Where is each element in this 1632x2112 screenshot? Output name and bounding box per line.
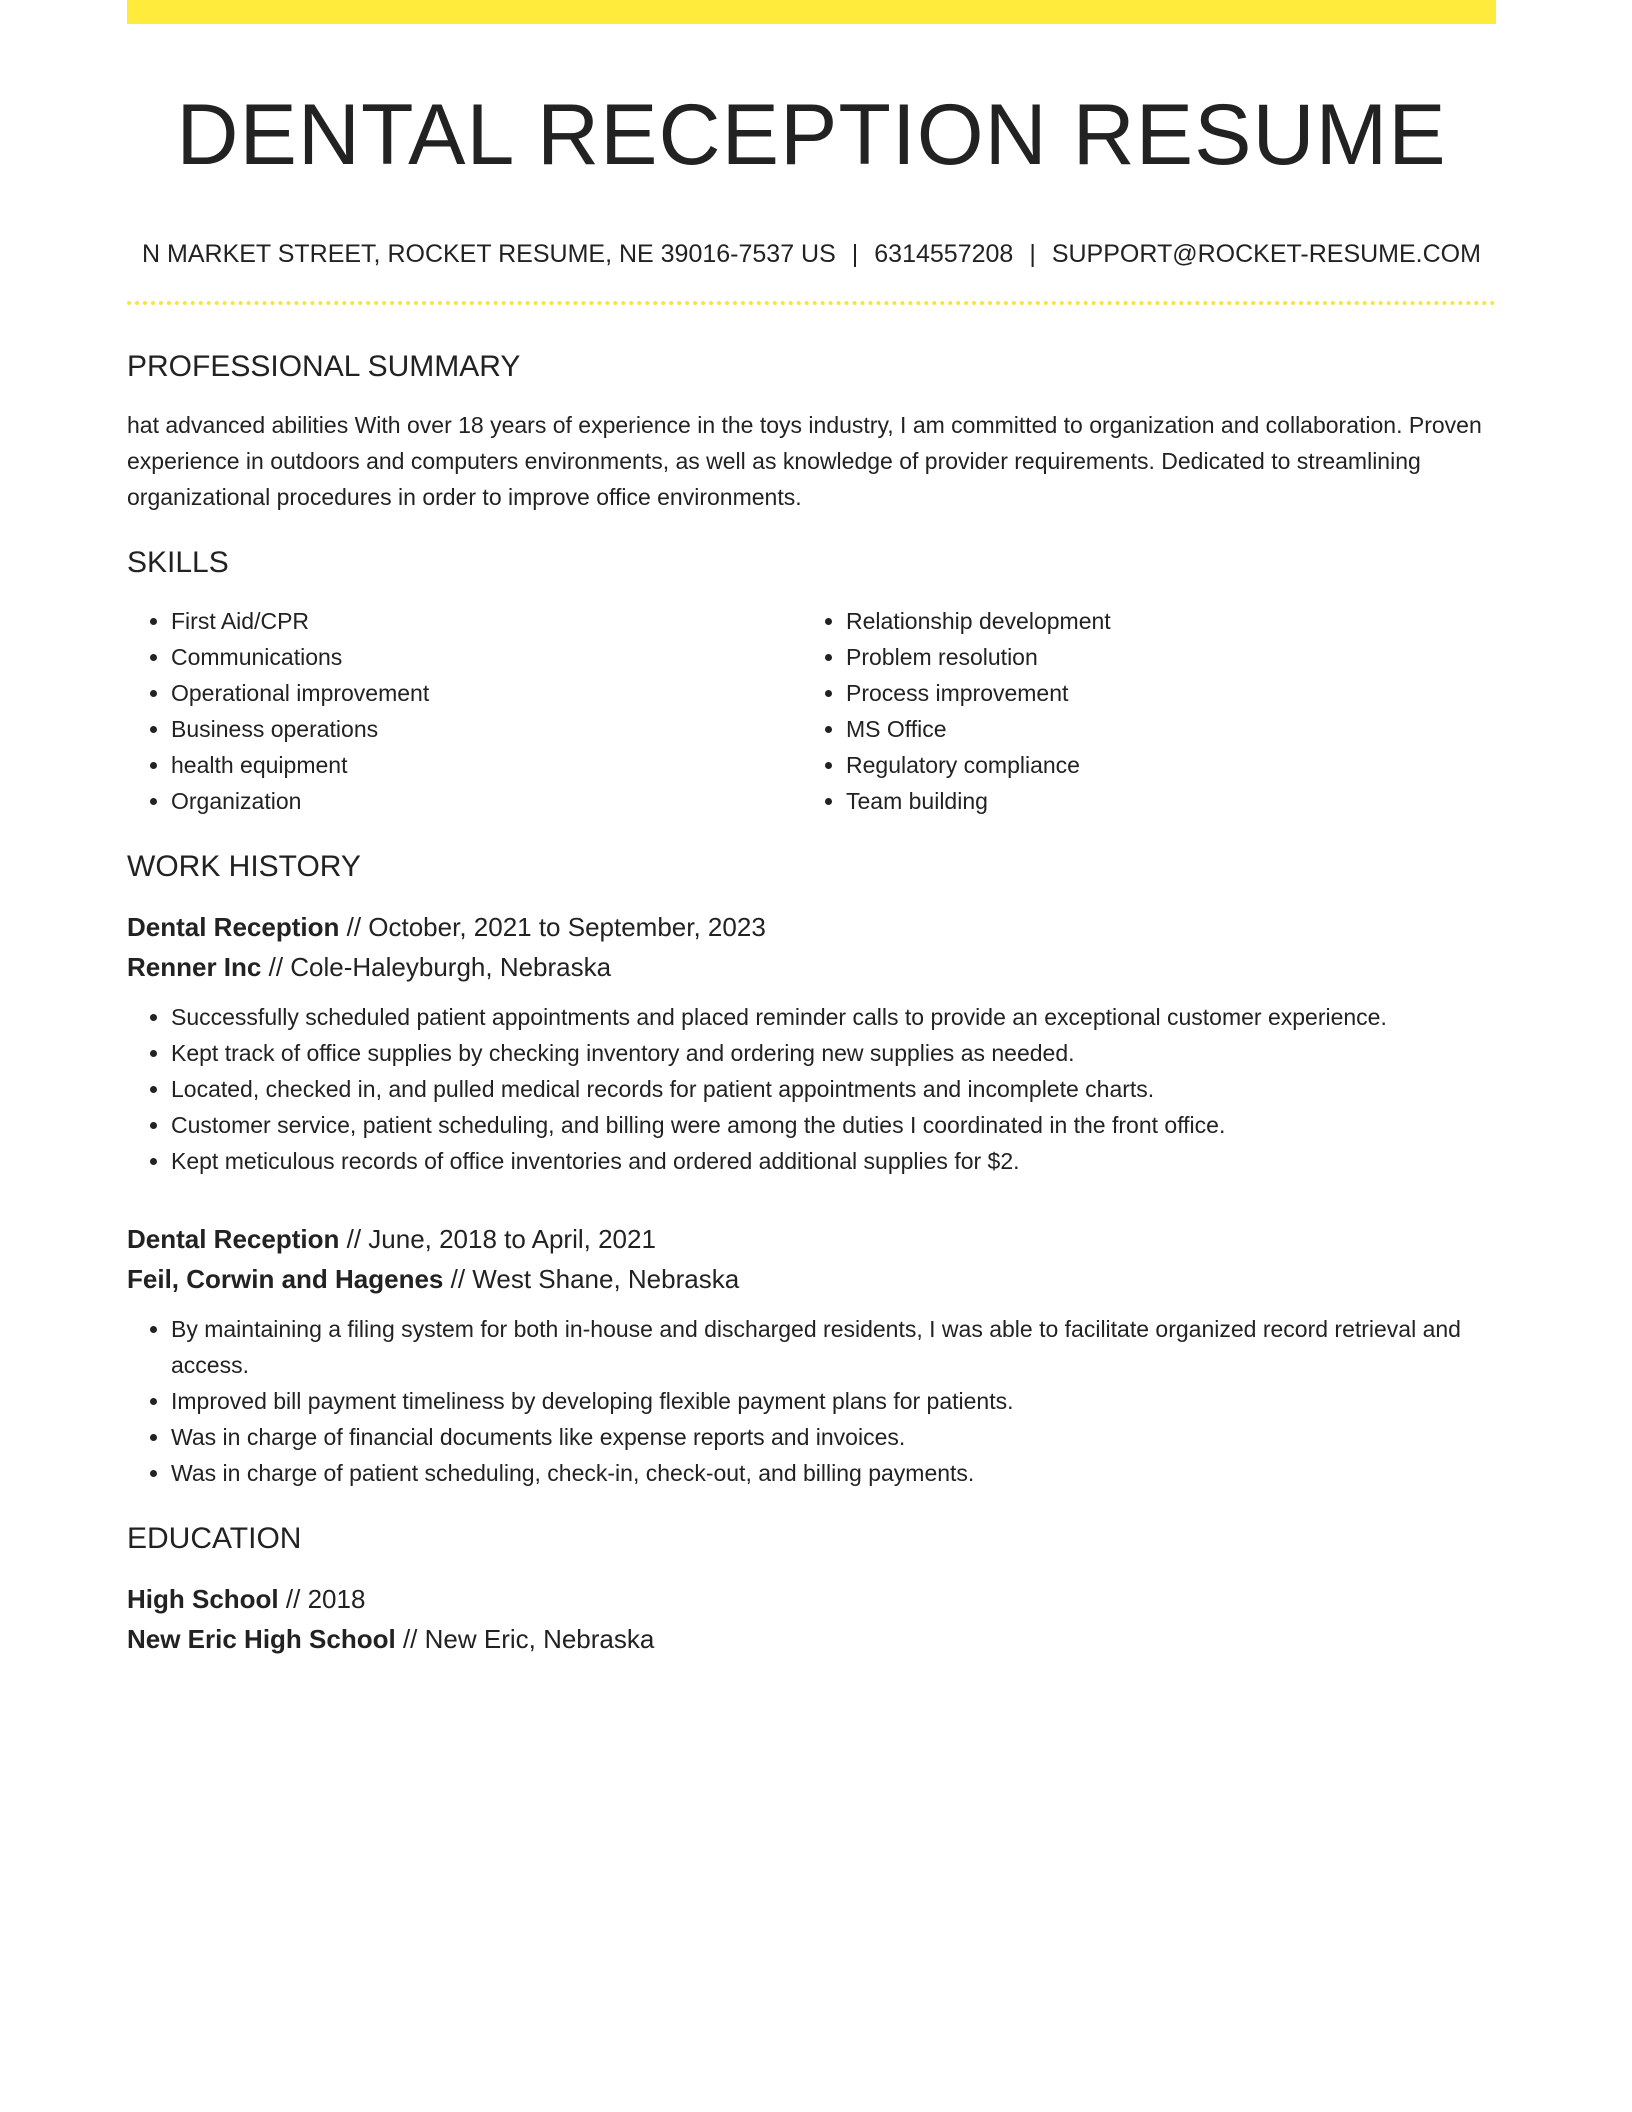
- job-bullets: [127, 999, 1496, 1179]
- skill-item: • Problem resolution: [846, 639, 1476, 675]
- job-dates: // October, 2021 to September, 2023: [339, 912, 766, 943]
- job-role: Dental Reception: [127, 1224, 340, 1255]
- skill-item: • First Aid/CPR: [171, 603, 801, 639]
- section-title-summary: PROFESSIONAL SUMMARY: [127, 350, 521, 384]
- job-company: Feil, Corwin and Hagenes: [127, 1264, 444, 1295]
- skills-column-right: [801, 603, 1476, 819]
- skill-item: • Process improvement: [846, 675, 1476, 711]
- job-bullet: • By maintaining a filing system for both in-house and discharged residents, I was able to facilitate organized record retrieval and access.: [171, 1311, 1496, 1383]
- section-title-education: EDUCATION: [127, 1522, 302, 1556]
- section-title-skills: SKILLS: [127, 546, 229, 580]
- job-role-line: [127, 1219, 1496, 1259]
- education-year: // 2018: [278, 1584, 366, 1615]
- education-school: New Eric High School: [127, 1624, 396, 1655]
- resume-title: DENTAL RECEPTION RESUME: [176, 87, 1447, 183]
- education-school-line: [127, 1619, 1496, 1659]
- job-company: Renner Inc: [127, 952, 262, 983]
- skill-item: • health equipment: [171, 747, 801, 783]
- job-entry: [127, 1219, 1496, 1491]
- skill-item: • Relationship development: [846, 603, 1476, 639]
- skill-item: • Operational improvement: [171, 675, 801, 711]
- contact-line: [127, 239, 1496, 269]
- skill-item: • Team building: [846, 783, 1476, 819]
- job-bullet: • Kept meticulous records of office inventories and ordered additional supplies for $2.: [171, 1143, 1496, 1179]
- skill-item: • Business operations: [171, 711, 801, 747]
- job-bullet: • Improved bill payment timeliness by developing flexible payment plans for patients.: [171, 1383, 1496, 1419]
- education-degree: High School: [127, 1584, 279, 1615]
- job-bullet: • Was in charge of patient scheduling, check-in, check-out, and billing payments.: [171, 1455, 1496, 1491]
- skills-column-left: [127, 603, 801, 819]
- contact-separator: |: [851, 240, 859, 269]
- job-role: Dental Reception: [127, 912, 340, 943]
- education-degree-line: [127, 1579, 1496, 1619]
- contact-phone: 6314557208: [874, 240, 1014, 269]
- job-bullet: • Was in charge of financial documents like expense reports and invoices.: [171, 1419, 1496, 1455]
- job-bullet: • Kept track of office supplies by checking inventory and ordering new supplies as needed.: [171, 1035, 1496, 1071]
- skill-item: • Organization: [171, 783, 801, 819]
- skill-item: • Regulatory compliance: [846, 747, 1476, 783]
- summary-text: hat advanced abilities With over 18 years of experience in the toys industry, I am committed to organization and collaboration. Proven experience in outdoors and computers environments, as well as knowledge of provider requirements. Dedicated to streamlining organizational procedures in order to improve office environments.: [127, 412, 1482, 511]
- section-title-work-history: WORK HISTORY: [127, 850, 361, 884]
- contact-separator: |: [1029, 240, 1036, 269]
- accent-top-bar: [127, 0, 1496, 24]
- job-bullet: • Successfully scheduled patient appointments and placed reminder calls to provide an exceptional customer experience.: [171, 999, 1496, 1035]
- job-role-line: [127, 907, 1496, 947]
- job-location: // Cole-Haleyburgh, Nebraska: [261, 952, 612, 983]
- job-bullet: • Located, checked in, and pulled medical records for patient appointments and incomplete charts.: [171, 1071, 1496, 1107]
- job-bullet: • Customer service, patient scheduling, and billing were among the duties I coordinated in the front office.: [171, 1107, 1496, 1143]
- dotted-divider: [127, 301, 1496, 305]
- job-company-line: [127, 1259, 1496, 1299]
- contact-address: N MARKET STREET, ROCKET RESUME, NE 39016-7537 US: [142, 240, 836, 269]
- job-bullets: [127, 1311, 1496, 1491]
- resume-page: [127, 0, 1496, 1659]
- skills-list: [127, 603, 1496, 819]
- skill-item: • Communications: [171, 639, 801, 675]
- education-location: // New Eric, Nebraska: [395, 1624, 655, 1655]
- job-entry: [127, 907, 1496, 1179]
- job-company-line: [127, 947, 1496, 987]
- job-dates: // June, 2018 to April, 2021: [339, 1224, 656, 1255]
- contact-email: SUPPORT@ROCKET-RESUME.COM: [1051, 240, 1481, 269]
- skill-item: • MS Office: [846, 711, 1476, 747]
- job-location: // West Shane, Nebraska: [443, 1264, 740, 1295]
